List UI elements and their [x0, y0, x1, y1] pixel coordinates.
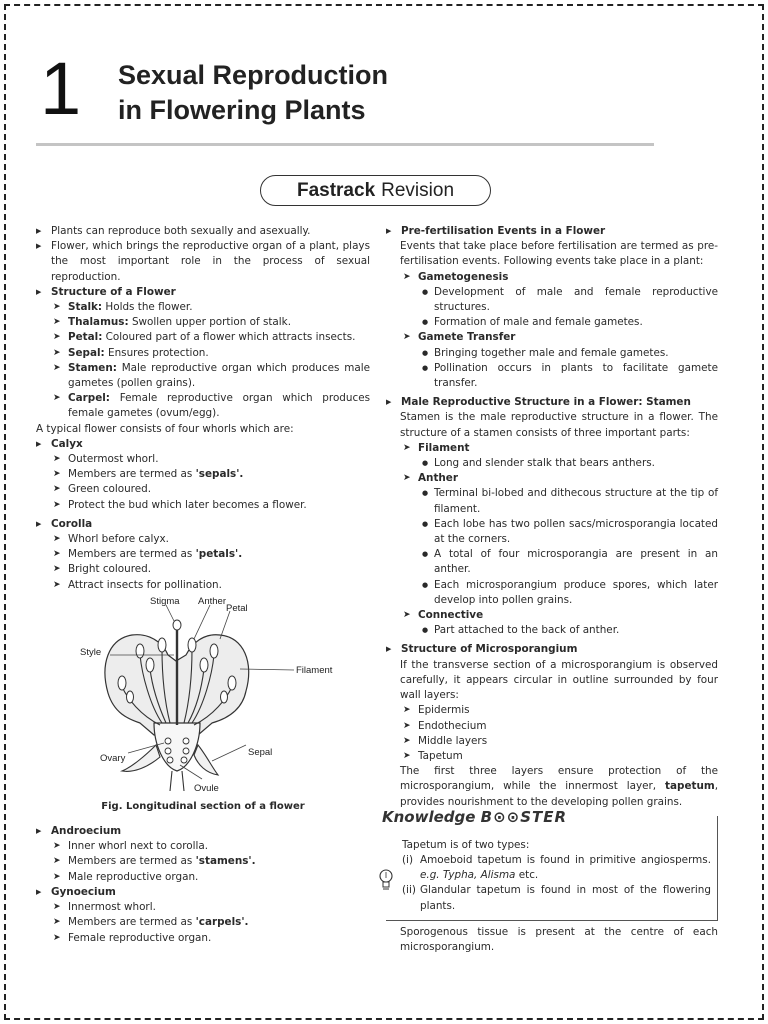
- wall-layer-item: ➤ Endothecium: [386, 719, 718, 734]
- flower-part-thalamus: [36, 315, 370, 330]
- anther-item: ● Terminal bi-lobed and dithecous structure at the tip of filament.: [386, 486, 718, 516]
- heading-corolla: ▶ Corolla: [36, 517, 370, 532]
- androecium-item: [36, 854, 370, 869]
- androecium-item: ➤ Inner whorl next to corolla.: [36, 839, 370, 854]
- text: The first three layers ensure protection of the microsporangium, while the innermost layer,: [400, 765, 718, 793]
- corolla-item: ➤ Bright coloured.: [36, 562, 370, 577]
- term: Thalamus:: [68, 316, 129, 329]
- heading-prefertilisation: ▶ Pre-fertilisation Events in a Flower: [386, 224, 718, 239]
- heading-filament: ➤ Filament: [386, 441, 718, 456]
- desc: Female reproductive organ which produces female gametes (ovum/egg).: [68, 392, 370, 420]
- text: , provides nourishment to the developing pollen grains.: [400, 780, 718, 808]
- bullet-reproduction: ▶ Plants can reproduce both sexually and asexually.: [36, 224, 370, 239]
- heading-gynoecium: ▶ Gynoecium: [36, 885, 370, 900]
- term: Stamen:: [68, 361, 117, 374]
- title-a: Knowledge: [382, 807, 481, 826]
- anther-item: ● A total of four microsporangia are present in an anther.: [386, 547, 718, 577]
- prefertilisation-text: Events that take place before fertilisation are termed as pre-fertilisation events. Following events take place in a plant:: [400, 240, 718, 268]
- corolla-item: [36, 547, 370, 562]
- flower-part-carpel: [36, 391, 370, 421]
- booster-intro: Tapetum is of two types:: [402, 838, 530, 851]
- desc: Coloured part of a flower which attracts insects.: [102, 331, 356, 344]
- title-b: B⊙⊙STER: [480, 807, 568, 826]
- heading-androecium: ▶ Androecium: [36, 824, 370, 839]
- desc: Male reproductive organ which produces male gametes (pollen grains).: [68, 361, 370, 390]
- heading-microsporangium: ▶ Structure of Microsporangium: [386, 642, 718, 657]
- text: etc.: [515, 869, 539, 882]
- flower-part-petal: [36, 330, 370, 345]
- flower-part-stamen: [36, 361, 370, 391]
- gametogenesis-item: ● Formation of male and female gametes.: [386, 315, 718, 330]
- text: Amoeboid tapetum is found in primitive angiosperms.: [420, 853, 711, 866]
- booster-item-ii: [402, 883, 711, 913]
- term: Stalk:: [68, 301, 103, 314]
- fastrack-revision-banner: [260, 175, 491, 206]
- heading-structure-of-flower: ▶ Structure of a Flower: [36, 285, 370, 300]
- flower-diagram: [70, 595, 370, 795]
- calyx-item: ➤ Outermost whorl.: [36, 452, 370, 467]
- flower-ls-illustration: [70, 595, 370, 795]
- banner-word: Revision: [381, 179, 455, 201]
- text: Members are termed as: [68, 468, 196, 481]
- filament-item: ● Long and slender stalk that bears anthers.: [386, 456, 718, 471]
- gynoecium-item: ➤ Innermost whorl.: [36, 900, 370, 915]
- whorls-intro: A typical flower consists of four whorls which are:: [36, 422, 294, 435]
- gametogenesis-item: ● Development of male and female reproductive structures.: [386, 285, 718, 315]
- term: Petal:: [68, 331, 103, 344]
- gynoecium-item: [36, 915, 370, 930]
- heading-gamete-transfer: ➤ Gamete Transfer: [386, 330, 718, 345]
- title-divider: [36, 143, 654, 146]
- calyx-item: [36, 467, 370, 482]
- lightbulb-icon: [378, 868, 394, 892]
- term: Carpel:: [68, 392, 110, 405]
- calyx-item: ➤ Protect the bud which later becomes a flower.: [36, 498, 370, 513]
- wall-layer-item: ➤ Epidermis: [386, 703, 718, 718]
- text: Members are termed as: [68, 855, 196, 868]
- wall-layer-item: ➤ Tapetum: [386, 749, 718, 764]
- label-petal: Petal: [226, 602, 248, 614]
- corolla-item: ➤ Whorl before calyx.: [36, 532, 370, 547]
- term: 'stamens'.: [195, 855, 256, 868]
- gamete-transfer-item: ● Bringing together male and female gametes.: [386, 346, 718, 361]
- protection-text: [386, 764, 718, 810]
- knowledge-booster-box: [382, 807, 718, 921]
- right-column: [382, 224, 718, 955]
- roman-numeral: (i): [402, 853, 413, 866]
- connective-item: ● Part attached to the back of anther.: [386, 623, 718, 638]
- chapter-title: [118, 58, 388, 128]
- term: 'petals'.: [195, 548, 243, 561]
- heading-anther: ➤ Anther: [386, 471, 718, 486]
- flower-part-sepal: [36, 346, 370, 361]
- desc: Holds the flower.: [102, 301, 193, 314]
- label-sepal: Sepal: [248, 746, 273, 758]
- desc: Swollen upper portion of stalk.: [128, 316, 292, 329]
- chapter-title-line2: in Flowering Plants: [118, 95, 366, 125]
- roman-numeral: (ii): [402, 884, 416, 897]
- text: Members are termed as: [68, 548, 196, 561]
- label-anther: Anther: [198, 595, 226, 607]
- text: Members are termed as: [68, 916, 196, 929]
- figure-caption: Fig. Longitudinal section of a flower: [101, 800, 305, 812]
- chapter-title-line1: Sexual Reproduction: [118, 60, 389, 90]
- example: e.g. Typha, Alisma: [420, 869, 516, 882]
- left-column: [36, 224, 370, 946]
- heading-connective: ➤ Connective: [386, 608, 718, 623]
- corolla-item: ➤ Attract insects for pollination.: [36, 578, 370, 593]
- label-filament: Filament: [296, 664, 333, 676]
- heading-gametogenesis: ➤ Gametogenesis: [386, 270, 718, 285]
- stamen-text: Stamen is the male reproductive structure in a flower. The structure of a stamen consists of three important parts:: [400, 411, 718, 439]
- androecium-item: ➤ Male reproductive organ.: [36, 870, 370, 885]
- chapter-number: 1: [40, 47, 82, 130]
- banner-brand: Fastrack: [296, 179, 376, 201]
- wall-layer-item: ➤ Middle layers: [386, 734, 718, 749]
- desc: Ensures protection.: [104, 346, 209, 359]
- calyx-item: ➤ Green coloured.: [36, 482, 370, 497]
- text: Glandular tapetum is found in most of the flowering plants.: [420, 884, 711, 912]
- knowledge-booster-title: [382, 807, 573, 826]
- label-style: Style: [80, 646, 102, 658]
- term: 'sepals'.: [195, 468, 244, 481]
- gynoecium-item: ➤ Female reproductive organ.: [36, 931, 370, 946]
- gamete-transfer-item: ● Pollination occurs in plants to facilitate gamete transfer.: [386, 361, 718, 391]
- bullet-flower-role: ▶ Flower, which brings the reproductive organ of a plant, plays the most important role in the process of sexual reproduction.: [36, 239, 370, 285]
- booster-item-i: [402, 853, 711, 883]
- heading-stamen: ▶ Male Reproductive Structure in a Flower: Stamen: [386, 395, 718, 410]
- term: tapetum: [665, 780, 715, 793]
- term: 'carpels'.: [195, 916, 249, 929]
- microsporangium-text: If the transverse section of a microsporangium is observed carefully, it appears circular in outline surrounded by four wall layers:: [400, 658, 718, 702]
- label-stigma: Stigma: [150, 595, 180, 607]
- anther-item: ● Each lobe has two pollen sacs/microsporangia located at the corners.: [386, 517, 718, 547]
- label-ovule: Ovule: [194, 782, 219, 794]
- label-ovary: Ovary: [100, 752, 126, 764]
- anther-item: ● Each microsporangium produce spores, which later develop into pollen grains.: [386, 578, 718, 608]
- flower-part-stalk: [36, 300, 370, 315]
- closing-text: Sporogenous tissue is present at the centre of each microsporangium.: [400, 925, 718, 953]
- heading-calyx: ▶ Calyx: [36, 437, 370, 452]
- term: Sepal:: [68, 346, 105, 359]
